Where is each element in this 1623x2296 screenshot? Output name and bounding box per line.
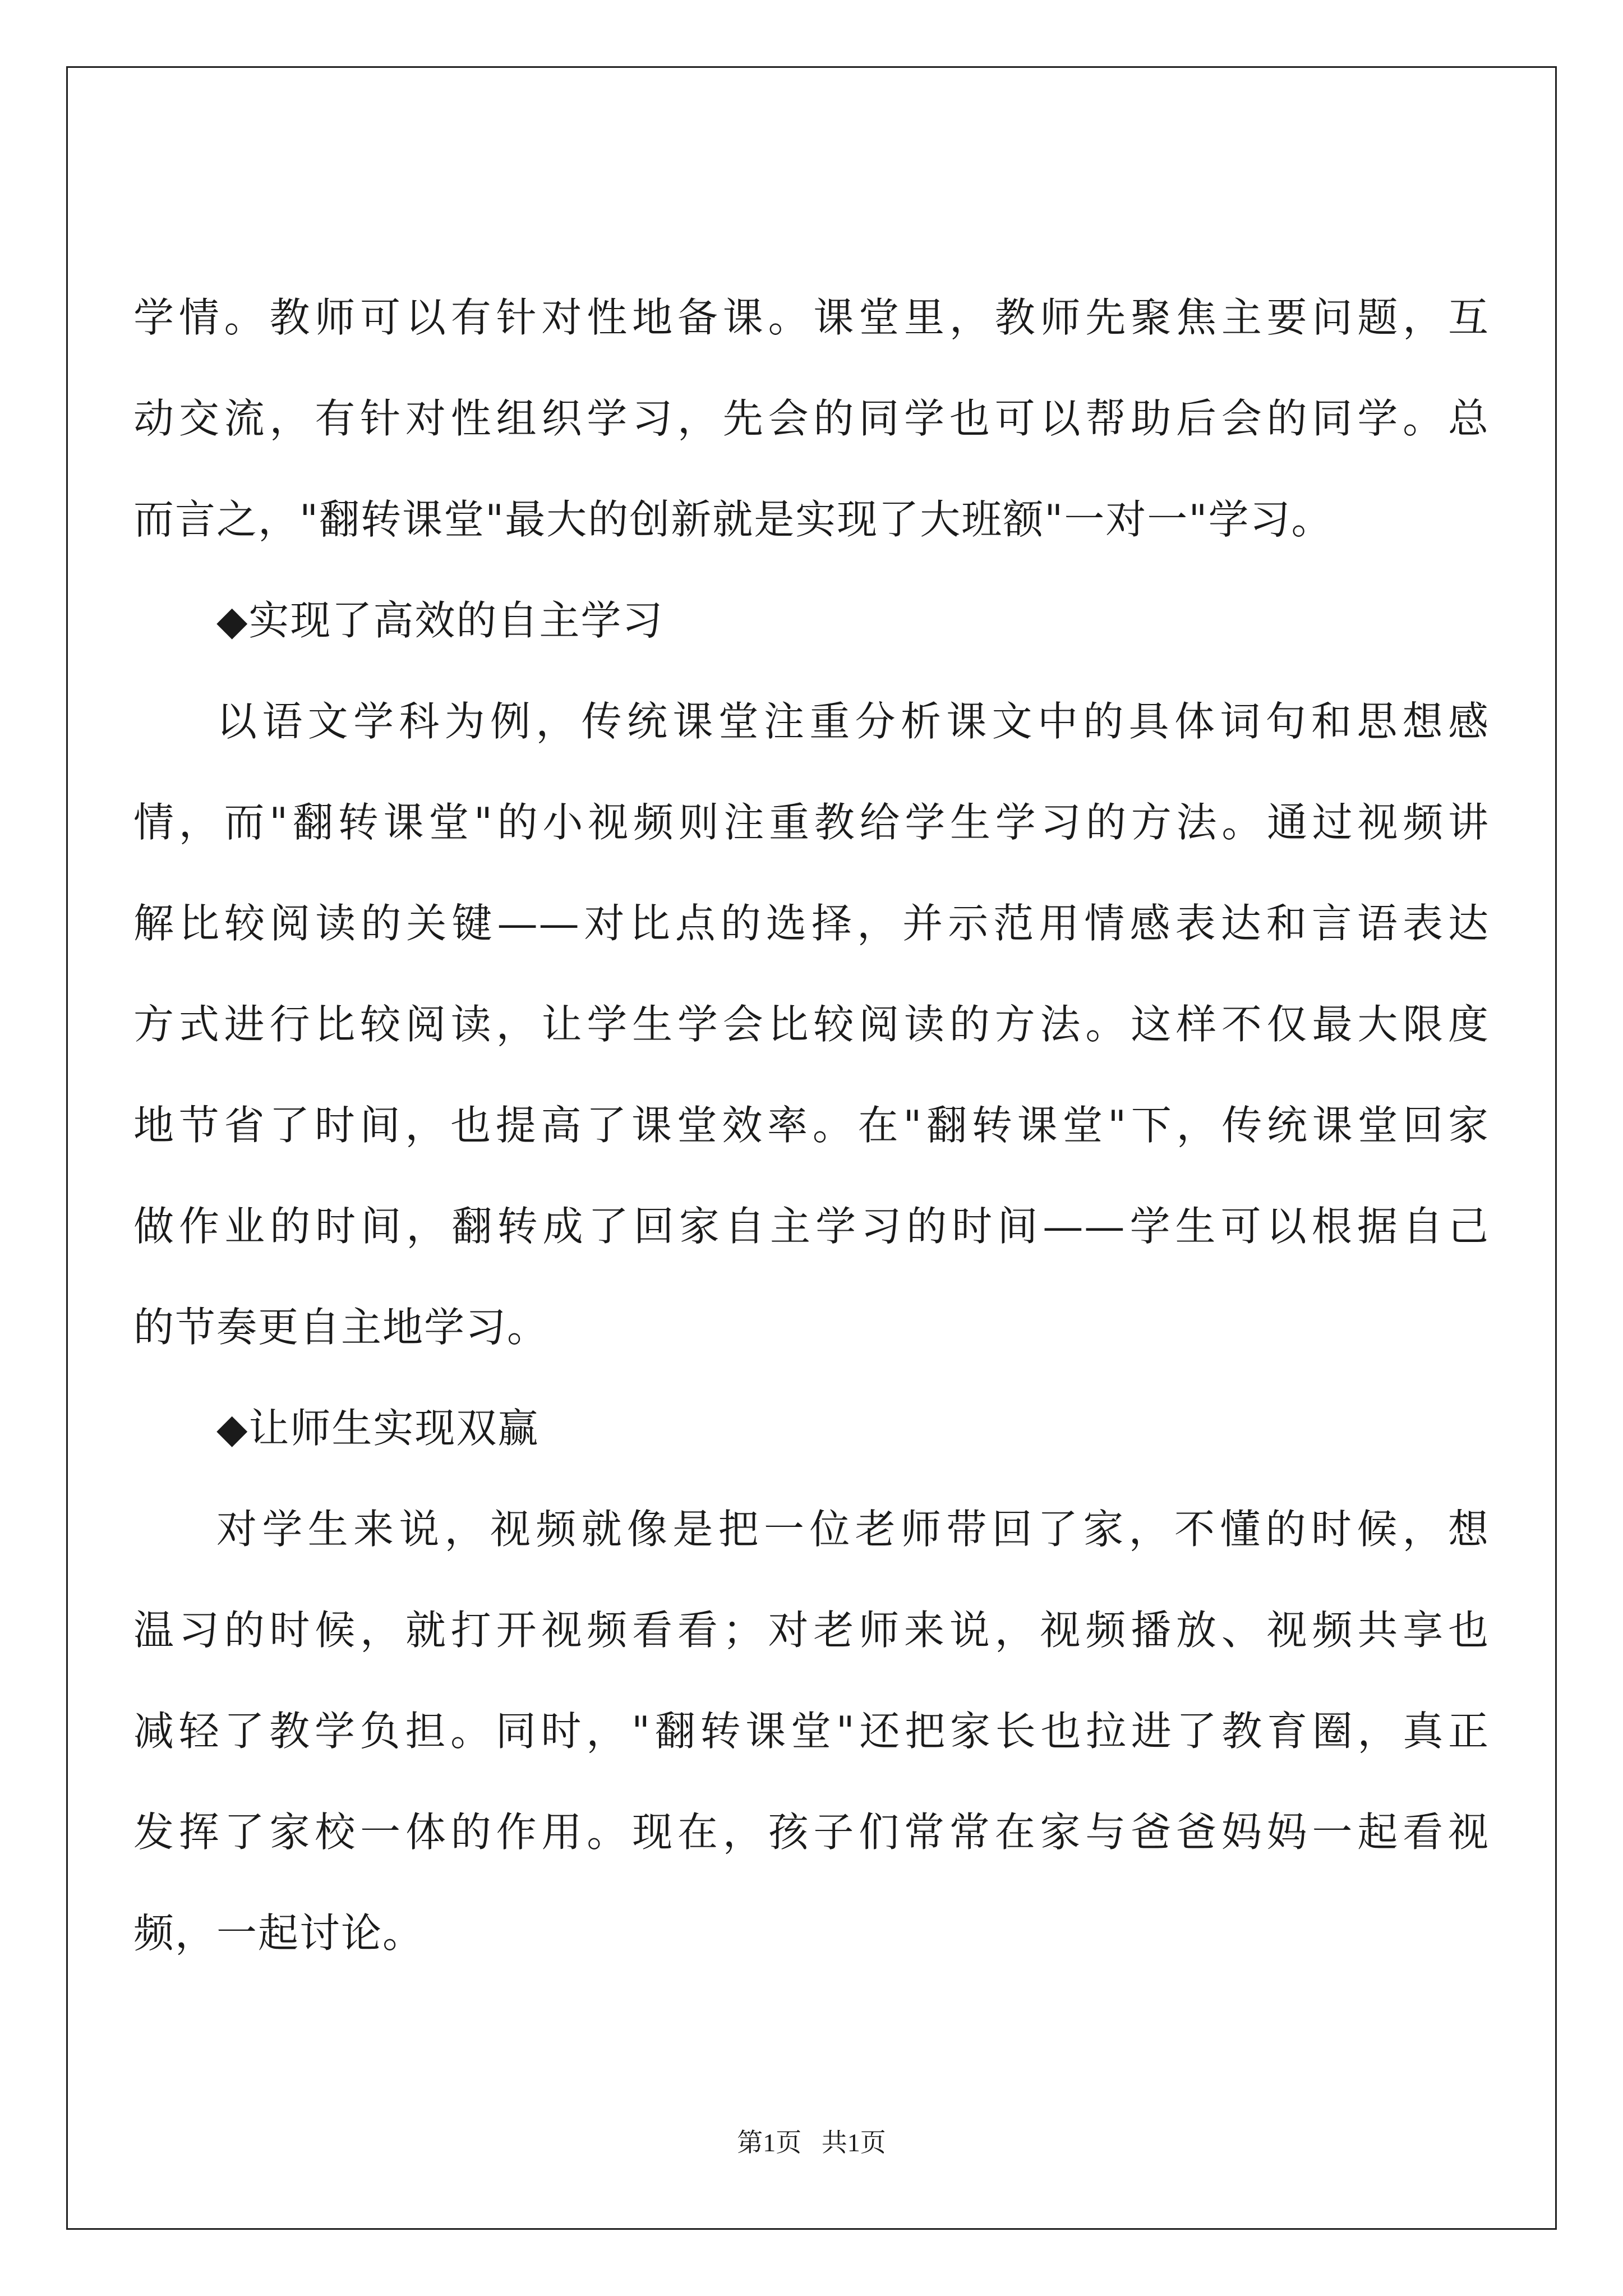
body-line-16: 发挥了家校一体的作用。现在，孩子们常常在家与爸爸妈妈一起看视 [133, 1809, 1490, 1856]
section-heading-win-win: ◆让师生实现双赢 [216, 1405, 540, 1452]
body-line-11: 的节奏更自主地学习。 [133, 1304, 549, 1351]
body-line-10: 做作业的时间，翻转成了回家自主学习的时间——学生可以根据自己 [133, 1203, 1490, 1250]
body-line-6: 情，而"翻转课堂"的小视频则注重教给学生学习的方法。通过视频讲 [133, 799, 1490, 846]
body-line-8: 方式进行比较阅读，让学生学会比较阅读的方法。这样不仅最大限度 [133, 1001, 1490, 1048]
body-line-7: 解比较阅读的关键——对比点的选择，并示范用情感表达和言语表达 [133, 900, 1490, 947]
body-line-5: 以语文学科为例，传统课堂注重分析课文中的具体词句和思想感 [216, 698, 1490, 745]
page-footer [0, 2126, 1623, 2160]
body-line-1: 学情。教师可以有针对性地备课。课堂里，教师先聚焦主要问题，互 [133, 294, 1490, 341]
body-line-9: 地节省了时间，也提高了课堂效率。在"翻转课堂"下，传统课堂回家 [133, 1102, 1490, 1149]
total-pages: 共1页 [821, 2128, 886, 2157]
body-line-17: 频，一起讨论。 [133, 1910, 425, 1957]
body-line-15: 减轻了教学负担。同时，"翻转课堂"还把家长也拉进了教育圈，真正 [133, 1708, 1490, 1755]
section-heading-efficient-learning: ◆实现了高效的自主学习 [216, 597, 664, 644]
body-line-2: 动交流，有针对性组织学习，先会的同学也可以帮助后会的同学。总 [133, 395, 1490, 442]
body-line-13: 对学生来说，视频就像是把一位老师带回了家，不懂的时候，想 [216, 1506, 1490, 1553]
body-line-14: 温习的时候，就打开视频看看；对老师来说，视频播放、视频共享也 [133, 1607, 1490, 1654]
body-line-3: 而言之，"翻转课堂"最大的创新就是实现了大班额"一对一"学习。 [133, 496, 1333, 543]
page-number: 第1页 [737, 2128, 802, 2157]
